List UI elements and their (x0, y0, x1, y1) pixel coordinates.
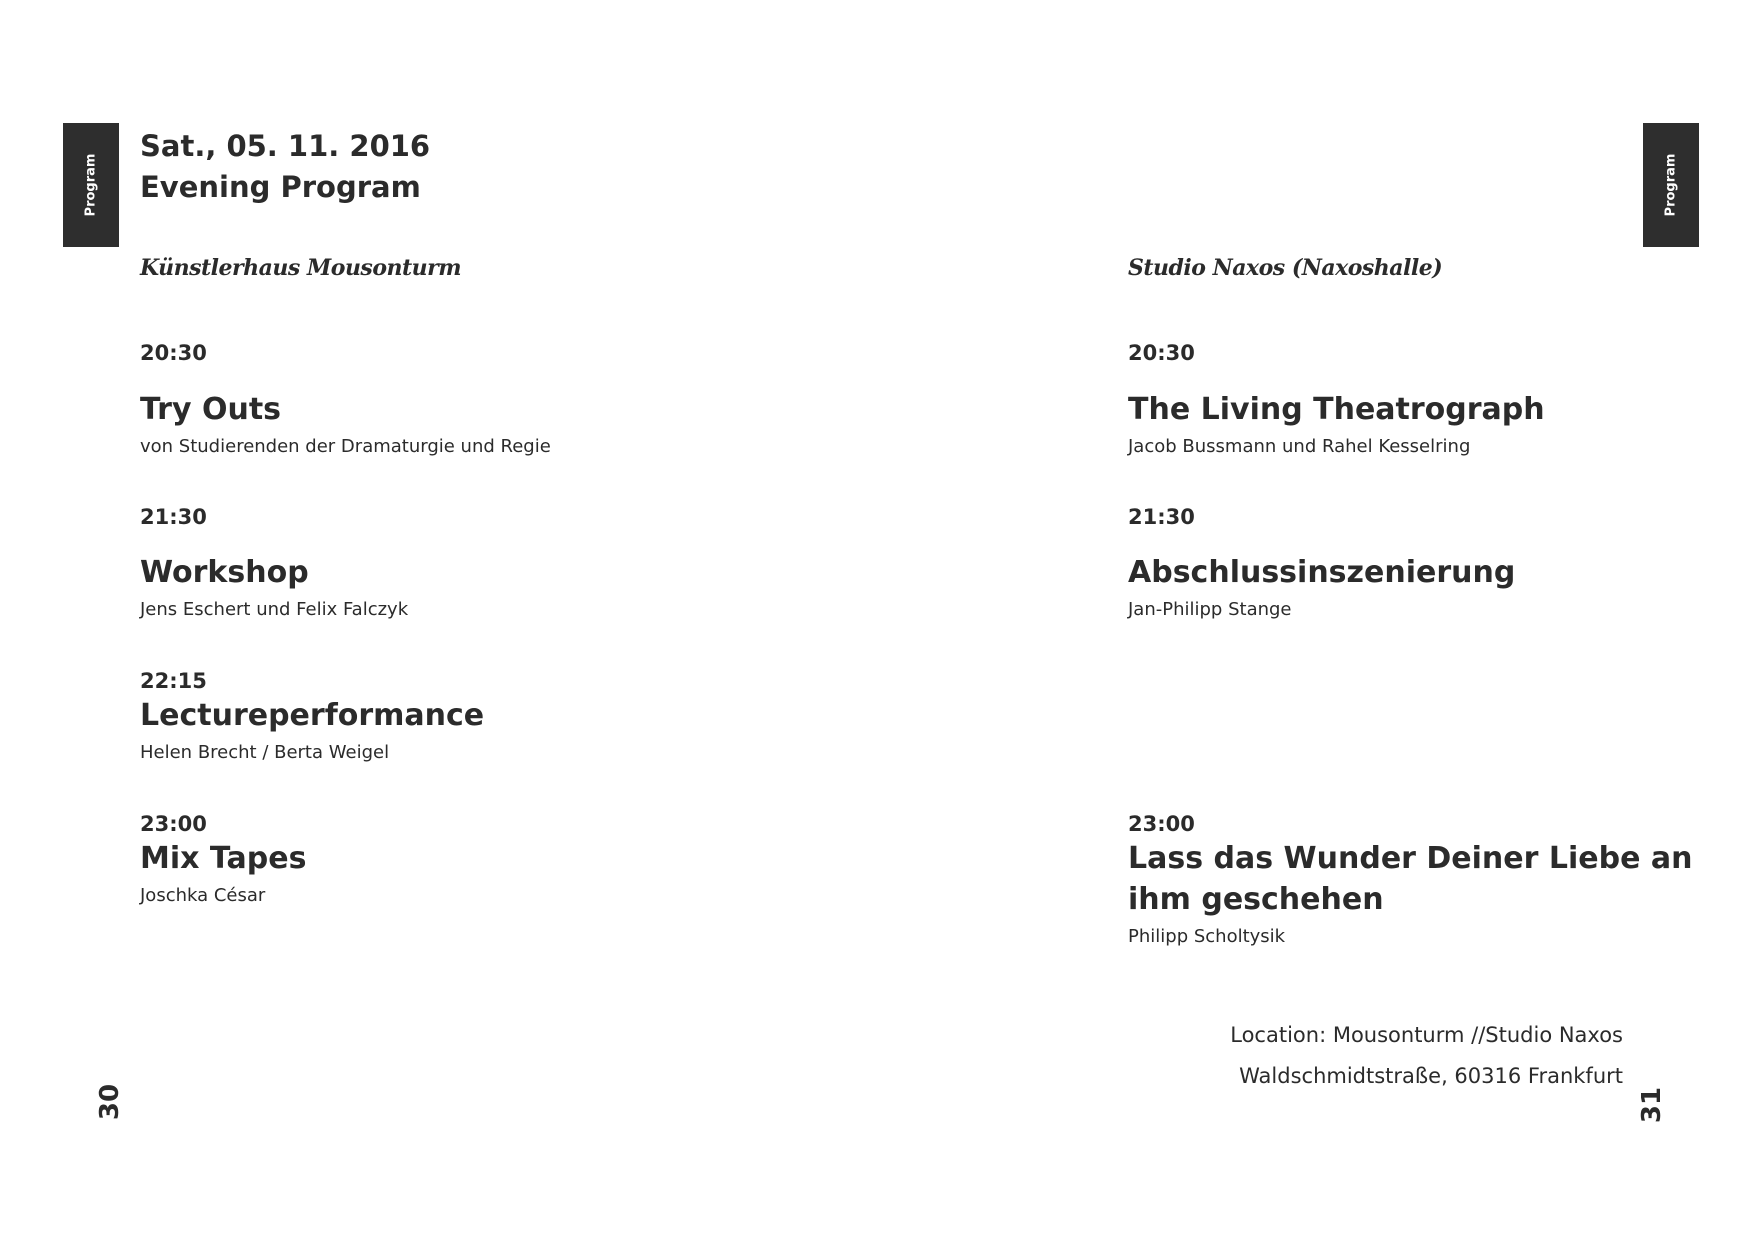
event-title: Abschlussinszenierung (1128, 555, 1516, 590)
venue-right: Studio Naxos (Naxoshalle) (1128, 255, 1443, 281)
section-tab-label: Program (1663, 153, 1679, 217)
program-item (140, 810, 306, 909)
program-item (1128, 339, 1545, 460)
program-item (140, 503, 408, 623)
program-item (140, 339, 551, 460)
event-subtitle: Jens Eschert und Felix Falczyk (140, 599, 409, 620)
event-time: 20:30 (1128, 341, 1195, 365)
program-item (140, 667, 484, 766)
event-time: 21:30 (1128, 505, 1195, 529)
program-item (1128, 503, 1515, 623)
event-subtitle: Joschka César (140, 885, 266, 906)
event-time: 20:30 (140, 341, 207, 365)
event-time: 23:00 (1128, 812, 1195, 836)
page-header (140, 126, 430, 208)
event-title-line-2: ihm geschehen (1128, 882, 1384, 917)
event-time: 21:30 (140, 505, 207, 529)
page-date: Sat., 05. 11. 2016 (140, 129, 431, 163)
event-subtitle: von Studierenden der Dramaturgie und Regie (140, 436, 551, 457)
event-subtitle: Jan-Philipp Stange (1128, 599, 1292, 620)
program-item (1128, 810, 1693, 950)
page-number-left: 30 (95, 1083, 126, 1121)
event-title: Try Outs (140, 392, 282, 427)
section-tab-left (63, 123, 119, 247)
page-title: Evening Program (140, 170, 421, 204)
event-title: Lectureperformance (140, 698, 485, 733)
page-number-right: 31 (1637, 1086, 1668, 1124)
venue-left: Künstlerhaus Mousonturm (140, 255, 462, 281)
event-subtitle: Helen Brecht / Berta Weigel (140, 742, 390, 763)
event-title: The Living Theatrograph (1128, 392, 1545, 427)
event-title-line-1: Lass das Wunder Deiner Liebe an (1128, 841, 1693, 876)
event-time: 22:15 (140, 669, 207, 693)
location-block (1230, 1015, 1623, 1097)
event-subtitle: Jacob Bussmann und Rahel Kesselring (1128, 436, 1471, 457)
location-line-1: Location: Mousonturm //Studio Naxos (1230, 1023, 1623, 1047)
section-tab-label: Program (83, 153, 99, 217)
event-title: Mix Tapes (140, 841, 307, 876)
section-tab-right (1643, 123, 1699, 247)
event-time: 23:00 (140, 812, 207, 836)
event-subtitle: Philipp Scholtysik (1128, 926, 1286, 947)
location-line-2: Waldschmidtstraße, 60316 Frankfurt (1239, 1064, 1623, 1088)
event-title: Workshop (140, 555, 309, 590)
